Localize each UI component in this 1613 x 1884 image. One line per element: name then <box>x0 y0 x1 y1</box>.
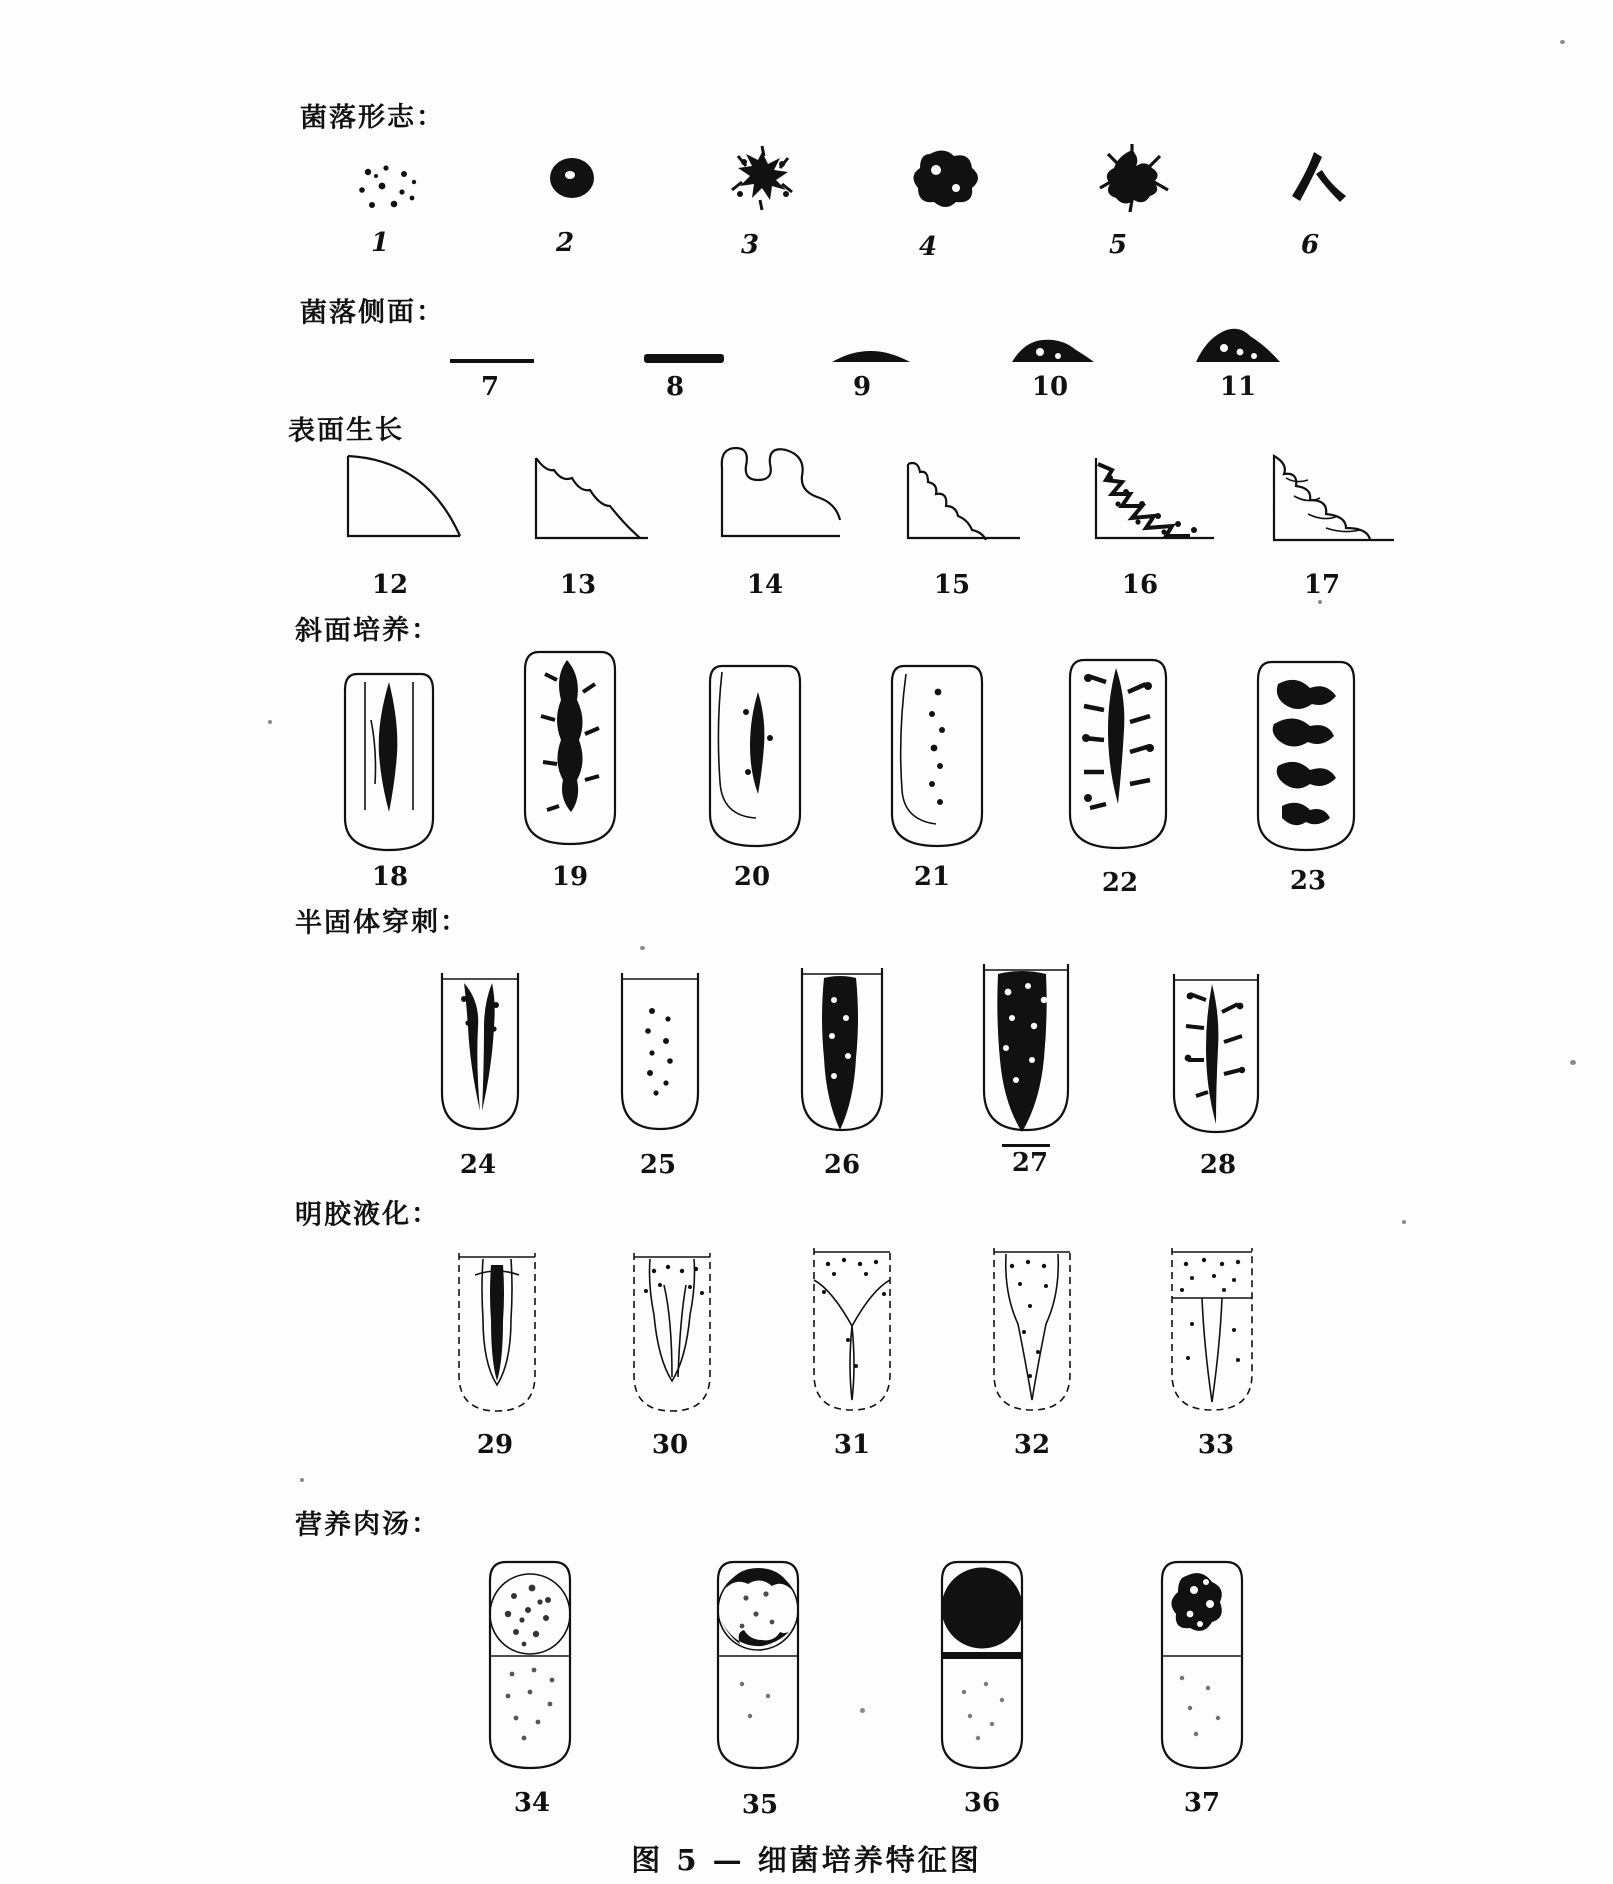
scan-speck <box>300 1478 304 1482</box>
figure-slant-beaded <box>700 652 820 857</box>
section-label-slant-culture: 斜面培养： <box>294 614 441 647</box>
scan-speck <box>860 1708 865 1713</box>
figure-slant-punctiform <box>882 652 1002 857</box>
figure-profile-pulvinate <box>1188 320 1298 374</box>
figure-number-12: 12 <box>371 570 409 600</box>
figure-colony-circular <box>540 150 610 210</box>
figure-number-6: 6 <box>1300 230 1320 260</box>
figure-number-18: 18 <box>371 862 409 892</box>
figure-broth-pellicle-clear <box>930 1552 1040 1782</box>
figure-number-14: 14 <box>746 570 784 600</box>
figure-surface-jagged <box>900 446 1030 552</box>
figure-surface-lobed <box>712 440 852 550</box>
figure-number-20: 20 <box>733 862 771 892</box>
figure-broth-flocculent <box>1150 1552 1260 1782</box>
figure-number-35: 35 <box>741 1790 779 1820</box>
figure-number-22: 22 <box>1101 868 1139 898</box>
figure-number-5: 5 <box>1108 230 1128 260</box>
figure-slant-echinulate <box>515 640 635 855</box>
figure-profile-convex <box>818 336 928 374</box>
section-label-colony-shape: 菌落形志： <box>299 101 446 134</box>
figure-number-25: 25 <box>639 1150 677 1180</box>
figure-colony-filamentous <box>718 142 808 214</box>
figure-gelatin-saccate <box>980 1240 1090 1425</box>
figure-number-33: 33 <box>1197 1430 1235 1460</box>
figure-caption: 图 5 — 细菌培养特征图 <box>631 1843 982 1877</box>
figure-number-13: 13 <box>559 570 597 600</box>
figure-number-29: 29 <box>476 1430 514 1460</box>
figure-number-1: 1 <box>370 228 390 258</box>
figure-slant-spreading <box>1248 650 1378 860</box>
section-label-colony-profile: 菌落侧面： <box>299 296 446 329</box>
section-label-surface-growth: 表面生长 <box>287 414 405 447</box>
scan-speck <box>268 720 272 724</box>
figure-number-4: 4 <box>918 232 938 262</box>
figure-stab-villous <box>972 956 1087 1146</box>
figure-profile-umbonate <box>1002 326 1112 374</box>
figure-gelatin-infundibuliform <box>800 1240 910 1425</box>
figure-number-36: 36 <box>963 1788 1001 1818</box>
figure-surface-filamentous <box>1088 444 1228 552</box>
figure-number-2: 2 <box>555 228 575 258</box>
figure-number-9: 9 <box>852 372 872 402</box>
figure-number-26: 26 <box>823 1150 861 1180</box>
figure-stab-filiform <box>428 965 538 1145</box>
scan-speck <box>1402 1220 1406 1224</box>
figure-number-27: 27 <box>1011 1148 1049 1178</box>
section-label-semisolid-stab: 半固体穿刺： <box>294 906 470 939</box>
figure-number-11: 11 <box>1219 372 1257 402</box>
figure-number-17: 17 <box>1303 570 1341 600</box>
figure-number-37: 37 <box>1183 1788 1221 1818</box>
figure-surface-stepped <box>528 448 658 552</box>
figure-slant-arborescent <box>1060 648 1190 858</box>
figure-number-28: 28 <box>1199 1150 1237 1180</box>
scan-speck <box>1560 40 1565 44</box>
figure-number-15: 15 <box>933 570 971 600</box>
figure-number-16: 16 <box>1121 570 1159 600</box>
figure-number-23: 23 <box>1289 866 1327 896</box>
figure-stab-punctiform <box>608 965 718 1145</box>
section-label-gelatin-liquefaction: 明胶液化： <box>294 1198 441 1231</box>
figure-broth-uniform-turbid <box>478 1552 588 1782</box>
figure-number-30: 30 <box>651 1430 689 1460</box>
figure-colony-lobate <box>900 148 990 214</box>
figure-colony-punctiform <box>352 160 432 220</box>
figure-number-8: 8 <box>665 372 685 402</box>
figure-profile-flat <box>440 345 550 375</box>
figure-colony-spreading <box>1280 148 1360 218</box>
figure-stab-papillate <box>790 960 900 1145</box>
figure-gelatin-crateriform <box>445 1245 555 1425</box>
figure-slant-filiform <box>335 660 455 860</box>
figure-profile-raised <box>630 340 740 374</box>
figure-number-3: 3 <box>740 230 760 260</box>
section-label-nutrient-broth: 营养肉汤： <box>294 1508 441 1541</box>
figure-gelatin-stratiform <box>1158 1240 1273 1425</box>
figure-number-7: 7 <box>480 372 500 402</box>
scan-speck <box>640 946 645 950</box>
figure-number-27-overline <box>1000 1142 1060 1150</box>
figure-number-19: 19 <box>551 862 589 892</box>
figure-broth-ring-pellicle <box>706 1552 816 1782</box>
figure-number-31: 31 <box>833 1430 871 1460</box>
scan-speck <box>1570 1060 1576 1065</box>
figure-number-21: 21 <box>913 862 951 892</box>
figure-number-10: 10 <box>1031 372 1069 402</box>
scan-speck <box>1318 600 1322 604</box>
figure-number-24: 24 <box>459 1150 497 1180</box>
figure-colony-curled <box>1090 142 1180 214</box>
figure-surface-smooth <box>342 440 472 550</box>
figure-number-34: 34 <box>513 1788 551 1818</box>
figure-stab-arborescent <box>1158 966 1278 1148</box>
figure-number-32: 32 <box>1013 1430 1051 1460</box>
figure-surface-wrinkled <box>1268 444 1408 552</box>
figure-gelatin-napiform <box>620 1245 730 1425</box>
